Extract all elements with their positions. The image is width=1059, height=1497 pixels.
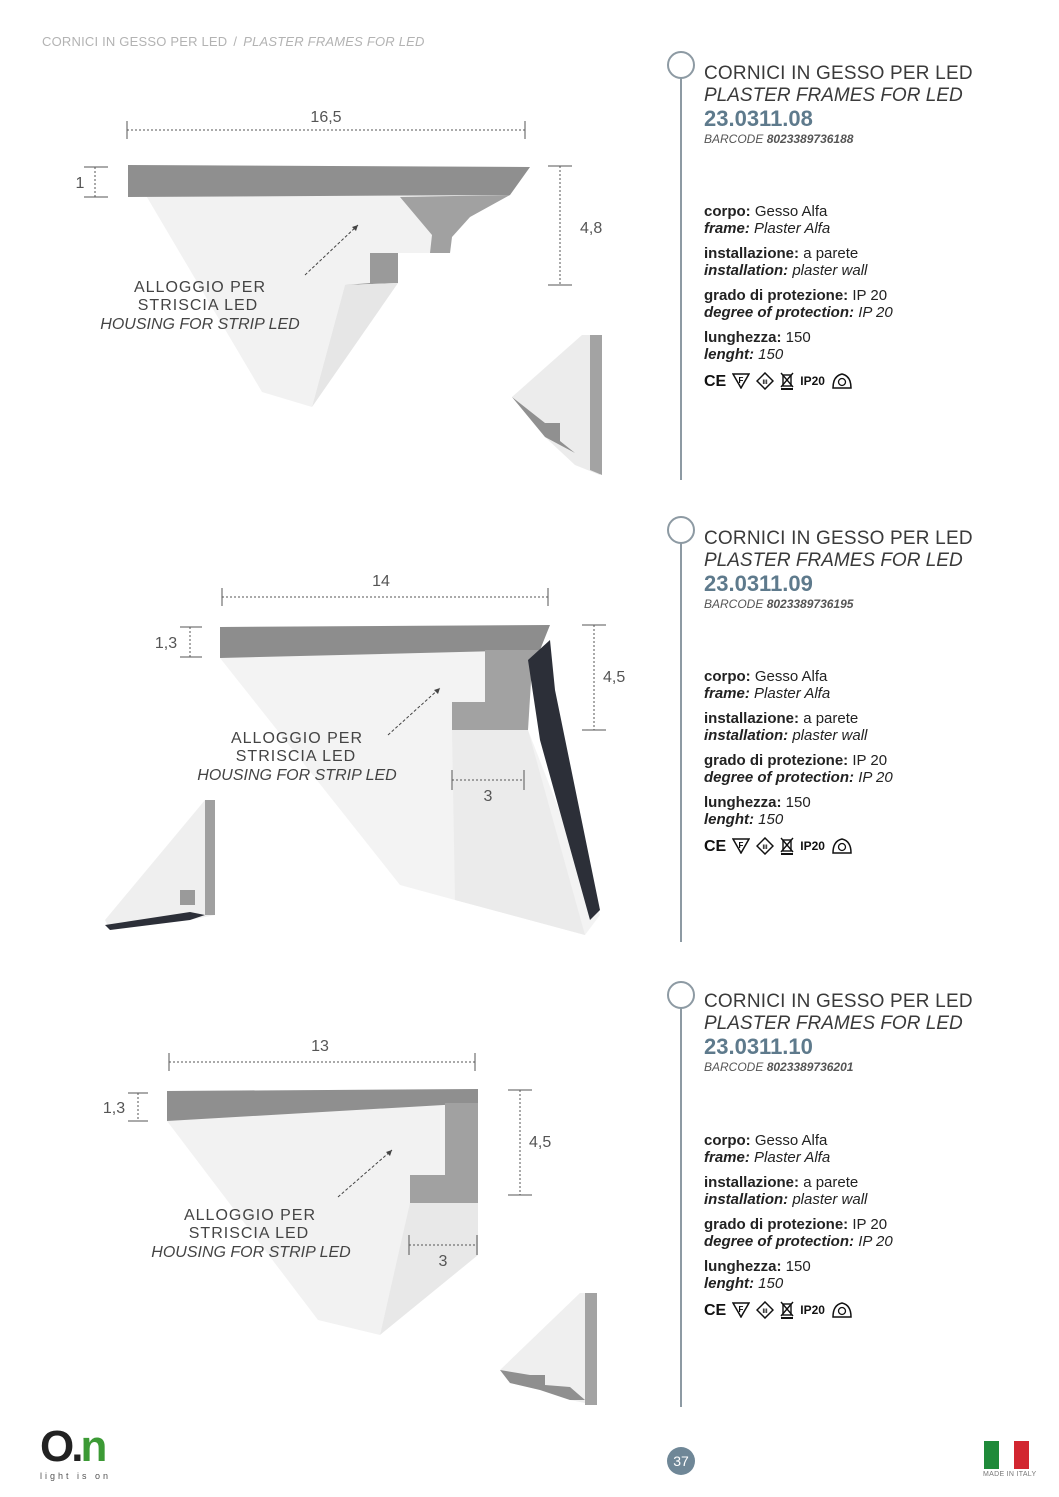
- svg-text:F: F: [738, 1305, 744, 1314]
- cross-section-drawing: [0, 45, 660, 510]
- housing-label-it-1: ALLOGGIO PER: [183, 1207, 317, 1224]
- barcode: BARCODE 8023389736195: [704, 597, 854, 611]
- dimension-width-label: 16,5: [310, 109, 342, 126]
- spec-list: [704, 203, 1044, 391]
- housing-label-it-1: ALLOGGIO PER: [133, 279, 267, 296]
- logo-o: O.: [40, 1422, 81, 1471]
- product-card: [0, 975, 1059, 1440]
- logo-tagline: light is on: [40, 1471, 112, 1481]
- housing-label-it-2: STRISCIA LED: [188, 1225, 310, 1242]
- bullet-circle: [667, 981, 695, 1009]
- ball-pressure-icon: [831, 837, 853, 855]
- product-card: [0, 45, 1059, 510]
- dimension-height-label: 4,5: [529, 1134, 552, 1151]
- dimension-height-label: 4,5: [603, 669, 626, 686]
- dimension-gap-label: 3: [438, 1253, 448, 1270]
- product-code: 23.0311.08: [704, 106, 813, 131]
- f-mark-icon: [732, 1302, 750, 1318]
- dimension-gap-label: 3: [483, 788, 493, 805]
- breadcrumb-separator: /: [233, 34, 238, 49]
- breadcrumb-en: PLASTER FRAMES FOR LED: [243, 34, 425, 49]
- ip20-badge: IP20: [800, 1302, 825, 1317]
- certification-icons: [704, 836, 1044, 856]
- spec-list: [704, 668, 1044, 856]
- ce-mark-icon: CE: [704, 372, 727, 390]
- f-mark-icon: [732, 373, 750, 389]
- spec-list: [704, 1132, 1044, 1320]
- product-title-it: CORNICI IN GESSO PER LED: [704, 528, 973, 549]
- profile-isometric: [105, 800, 215, 930]
- product-title-en: PLASTER FRAMES FOR LED: [704, 85, 963, 106]
- spec-installation: installazione: a parete installation: plaster wall: [704, 710, 868, 744]
- ip20-badge: IP20: [800, 373, 825, 388]
- dimension-top-label: 1,3: [154, 635, 178, 652]
- svg-text:F: F: [738, 376, 744, 385]
- dimension-top-label: 1,3: [102, 1100, 126, 1117]
- ce-mark-icon: CE: [704, 1301, 727, 1319]
- housing-label-it-1: ALLOGGIO PER: [230, 730, 364, 747]
- ip20-badge: IP20: [800, 838, 825, 853]
- housing-label-it-2: STRISCIA LED: [235, 748, 357, 765]
- breadcrumb-it: CORNICI IN GESSO PER LED: [42, 34, 228, 49]
- spec-body: corpo: Gesso Alfa frame: Plaster Alfa: [704, 1132, 831, 1166]
- svg-text:III: III: [762, 1309, 768, 1315]
- cross-section-drawing: [0, 975, 660, 1440]
- dimension-height-label: 4,8: [580, 220, 603, 237]
- weee-bin-icon: [780, 371, 794, 391]
- spec-protection: grado di protezione: IP 20 degree of protection: IP 20: [704, 1216, 893, 1250]
- certification-icons: [704, 1300, 1044, 1320]
- class-iii-icon: [756, 1301, 774, 1319]
- dimension-width-label: 13: [311, 1038, 329, 1055]
- weee-bin-icon: [780, 1300, 794, 1320]
- svg-text:III: III: [762, 845, 768, 851]
- svg-text:F: F: [738, 841, 744, 850]
- product-code: 23.0311.10: [704, 1034, 813, 1059]
- bullet-circle: [667, 51, 695, 79]
- product-title-it: CORNICI IN GESSO PER LED: [704, 991, 973, 1012]
- product-header: [704, 63, 1044, 146]
- spec-protection: grado di protezione: IP 20 degree of protection: IP 20: [704, 752, 893, 786]
- spec-installation: installazione: a parete installation: plaster wall: [704, 1174, 868, 1208]
- spec-body: corpo: Gesso Alfa frame: Plaster Alfa: [704, 203, 831, 237]
- cross-section-drawing: [0, 510, 660, 975]
- ce-mark-icon: CE: [704, 837, 727, 855]
- f-mark-icon: [732, 838, 750, 854]
- spec-length: lunghezza: 150 lenght: 150: [704, 329, 811, 363]
- spec-length: lunghezza: 150 lenght: 150: [704, 1258, 811, 1292]
- spec-protection: grado di protezione: IP 20 degree of protection: IP 20: [704, 287, 893, 321]
- product-title-it: CORNICI IN GESSO PER LED: [704, 63, 973, 84]
- divider-line: [680, 540, 682, 942]
- spec-installation: installazione: a parete installation: plaster wall: [704, 245, 868, 279]
- spec-body: corpo: Gesso Alfa frame: Plaster Alfa: [704, 668, 831, 702]
- housing-label-en: HOUSING FOR STRIP LED: [100, 316, 300, 333]
- made-in-italy-label: MADE IN ITALY: [983, 1471, 1037, 1478]
- profile-top-band: [128, 165, 530, 197]
- bullet-circle: [667, 516, 695, 544]
- italy-flag-icon: [984, 1441, 1029, 1469]
- product-code: 23.0311.09: [704, 571, 813, 596]
- spec-length: lunghezza: 150 lenght: 150: [704, 794, 811, 828]
- product-header: [704, 528, 1044, 611]
- page-number: 37: [667, 1447, 695, 1475]
- product-title-en: PLASTER FRAMES FOR LED: [704, 550, 963, 571]
- profile-isometric: [512, 335, 600, 475]
- housing-label-it-2: STRISCIA LED: [137, 297, 259, 314]
- weee-bin-icon: [780, 836, 794, 856]
- class-iii-icon: [756, 372, 774, 390]
- housing-label-en: HOUSING FOR STRIP LED: [151, 1244, 351, 1261]
- barcode: BARCODE 8023389736188: [704, 132, 854, 146]
- divider-line: [680, 75, 682, 480]
- ball-pressure-icon: [831, 372, 853, 390]
- product-card: [0, 510, 1059, 975]
- housing-label-en: HOUSING FOR STRIP LED: [197, 767, 397, 784]
- product-header: [704, 991, 1044, 1074]
- product-title-en: PLASTER FRAMES FOR LED: [704, 1013, 963, 1034]
- svg-text:III: III: [762, 380, 768, 386]
- brand-logo: [40, 1422, 112, 1481]
- barcode: BARCODE 8023389736201: [704, 1060, 854, 1074]
- class-iii-icon: [756, 837, 774, 855]
- dimension-width-label: 14: [372, 573, 390, 590]
- divider-line: [680, 1005, 682, 1407]
- logo-n: n: [80, 1422, 105, 1471]
- dimension-top-label: 1: [75, 175, 85, 192]
- certification-icons: [704, 371, 1044, 391]
- ball-pressure-icon: [831, 1301, 853, 1319]
